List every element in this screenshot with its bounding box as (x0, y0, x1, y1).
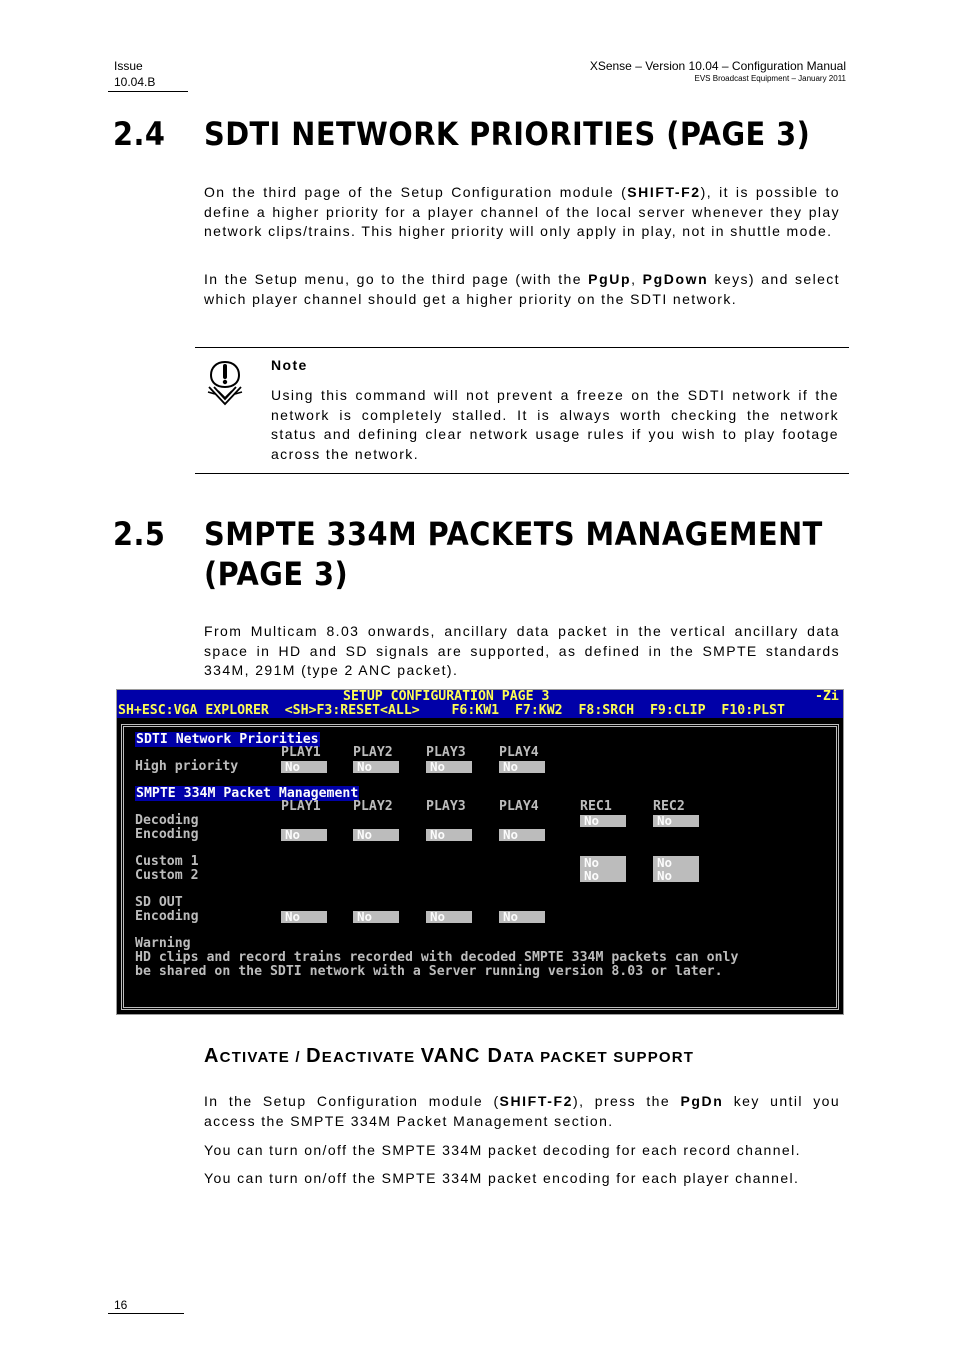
manual-title: XSense – Version 10.04 – Configuration Manual (589, 59, 846, 73)
decoding-rec2-field[interactable]: No (653, 815, 699, 827)
pgdn-key: PgDn (680, 1093, 724, 1109)
header-rule (108, 91, 188, 92)
smpte-heading: SMPTE 334M Packet Management (136, 786, 359, 801)
priorities-heading: SDTI Network Priorities (136, 732, 319, 747)
warning-line-2: be shared on the SDTI network with a Server running version 8.03 or later. (135, 964, 723, 979)
sdout-encoding-label: Encoding (135, 909, 199, 924)
sdout-play4-field[interactable]: No (499, 911, 545, 923)
section-2-5-number: 2.5 (113, 515, 166, 553)
encoding-play1-field[interactable]: No (281, 829, 327, 841)
sdout-label: SD OUT (135, 895, 183, 910)
vanc-subsection-title: ACTIVATE / DEACTIVATE VANC DATA PACKET SUPPORT (204, 1045, 695, 1067)
note-rule-top (195, 347, 849, 348)
smpte-play4-header: PLAY4 (499, 799, 539, 814)
section-2-5-title-line-2: (PAGE 3) (204, 555, 349, 593)
custom1-rec1-value: No (584, 855, 600, 870)
encoding-play3-field[interactable]: No (426, 829, 472, 841)
issue-label: Issue (114, 59, 143, 73)
shift-f2-key: SHIFT-F2 (499, 1093, 574, 1109)
custom2-rec2-value: No (657, 868, 673, 883)
high-priority-play2-field[interactable]: No (353, 761, 399, 773)
custom1-rec2-value: No (657, 855, 673, 870)
manual-title-block (590, 58, 846, 84)
smpte-play1-header: PLAY1 (281, 799, 321, 814)
terminal-shortcut-bar (117, 704, 843, 718)
note-icon (206, 360, 244, 406)
vanc-para-3: You can turn on/off the SMPTE 334M packet encoding for each player channel. (204, 1170, 800, 1186)
custom1-label: Custom 1 (135, 854, 199, 869)
play4-header: PLAY4 (499, 745, 539, 760)
section-2-5-para-1: From Multicam 8.03 onwards, ancillary data packet in the vertical ancillary data space in HD and SD signals are supported, as defined in the SMPTE standards 334M, 291M (type 2 ANC packet). (204, 623, 840, 678)
footer-rule (108, 1313, 184, 1314)
pgdown-key: PgDown (642, 271, 709, 287)
terminal-title: SETUP CONFIGURATION PAGE 3 (343, 689, 550, 704)
terminal-title-right: -Zi (815, 689, 839, 704)
custom-rec1-field[interactable] (580, 856, 626, 882)
sdout-play3-field[interactable]: No (426, 911, 472, 923)
custom2-label: Custom 2 (135, 868, 199, 883)
high-priority-play1-field[interactable]: No (281, 761, 327, 773)
manual-subtitle: EVS Broadcast Equipment – January 2011 (694, 74, 846, 83)
issue-block (114, 58, 155, 90)
custom-rec2-field[interactable] (653, 856, 699, 882)
note-rule-bottom (195, 473, 849, 474)
pgup-key: PgUp (588, 271, 632, 287)
shift-f2-key: SHIFT-F2 (627, 184, 701, 200)
sdout-play1-field[interactable]: No (281, 911, 327, 923)
decoding-rec1-field[interactable]: No (580, 815, 626, 827)
rec2-header: REC2 (653, 799, 685, 814)
high-priority-label: High priority (135, 759, 239, 774)
note-label: Note (271, 357, 308, 373)
section-2-4-title: SDTI NETWORK PRIORITIES (PAGE 3) (204, 115, 811, 153)
smpte-play2-header: PLAY2 (353, 799, 393, 814)
encoding-play2-field[interactable]: No (353, 829, 399, 841)
decoding-label: Decoding (135, 813, 199, 828)
page-number: 16 (114, 1298, 128, 1312)
smpte-play3-header: PLAY3 (426, 799, 466, 814)
sdout-play2-field[interactable]: No (353, 911, 399, 923)
setup-configuration-screenshot (116, 689, 844, 1015)
high-priority-play3-field[interactable]: No (426, 761, 472, 773)
encoding-label: Encoding (135, 827, 199, 842)
play1-header: PLAY1 (281, 745, 321, 760)
terminal-title-bar (117, 690, 843, 704)
high-priority-play4-field[interactable]: No (499, 761, 545, 773)
warning-label: Warning (135, 936, 191, 951)
note-text: Using this command will not prevent a freeze on the SDTI network if the network is completely stalled. It is always worth checking the network status and defining clear network usage rules if you wish to play footage across the network. (271, 387, 839, 462)
vanc-para-1: In the Setup Configuration module (SHIFT-F2), press the PgDn key until you access the SMPTE 334M Packet Management section. (204, 1093, 840, 1129)
rec1-header: REC1 (580, 799, 612, 814)
terminal-shortcuts: SH+ESC:VGA EXPLORER <SH>F3:RESET<ALL> F6:KW1 F7:KW2 F8:SRCH F9:CLIP F10:PLST (118, 703, 785, 718)
custom2-rec1-value: No (584, 868, 600, 883)
vanc-para-2: You can turn on/off the SMPTE 334M packet decoding for each record channel. (204, 1142, 801, 1158)
encoding-play4-field[interactable]: No (499, 829, 545, 841)
warning-line-1: HD clips and record trains recorded with decoded SMPTE 334M packets can only (135, 950, 739, 965)
section-2-5-title-line-1: SMPTE 334M PACKETS MANAGEMENT (204, 515, 823, 553)
section-2-4-para-2: In the Setup menu, go to the third page (with the PgUp, PgDown keys) and select which player channel should get a higher priority on the SDTI network. (204, 271, 840, 307)
section-2-4-para-1: On the third page of the Setup Configuration module (SHIFT-F2), it is possible to define a higher priority for a player channel of the local server whenever they play network clips/trains. This higher priority will only apply in play, not in shuttle mode. (204, 184, 840, 239)
section-2-4-number: 2.4 (113, 115, 166, 153)
play2-header: PLAY2 (353, 745, 393, 760)
issue-number: 10.04.B (114, 75, 156, 89)
play3-header: PLAY3 (426, 745, 466, 760)
